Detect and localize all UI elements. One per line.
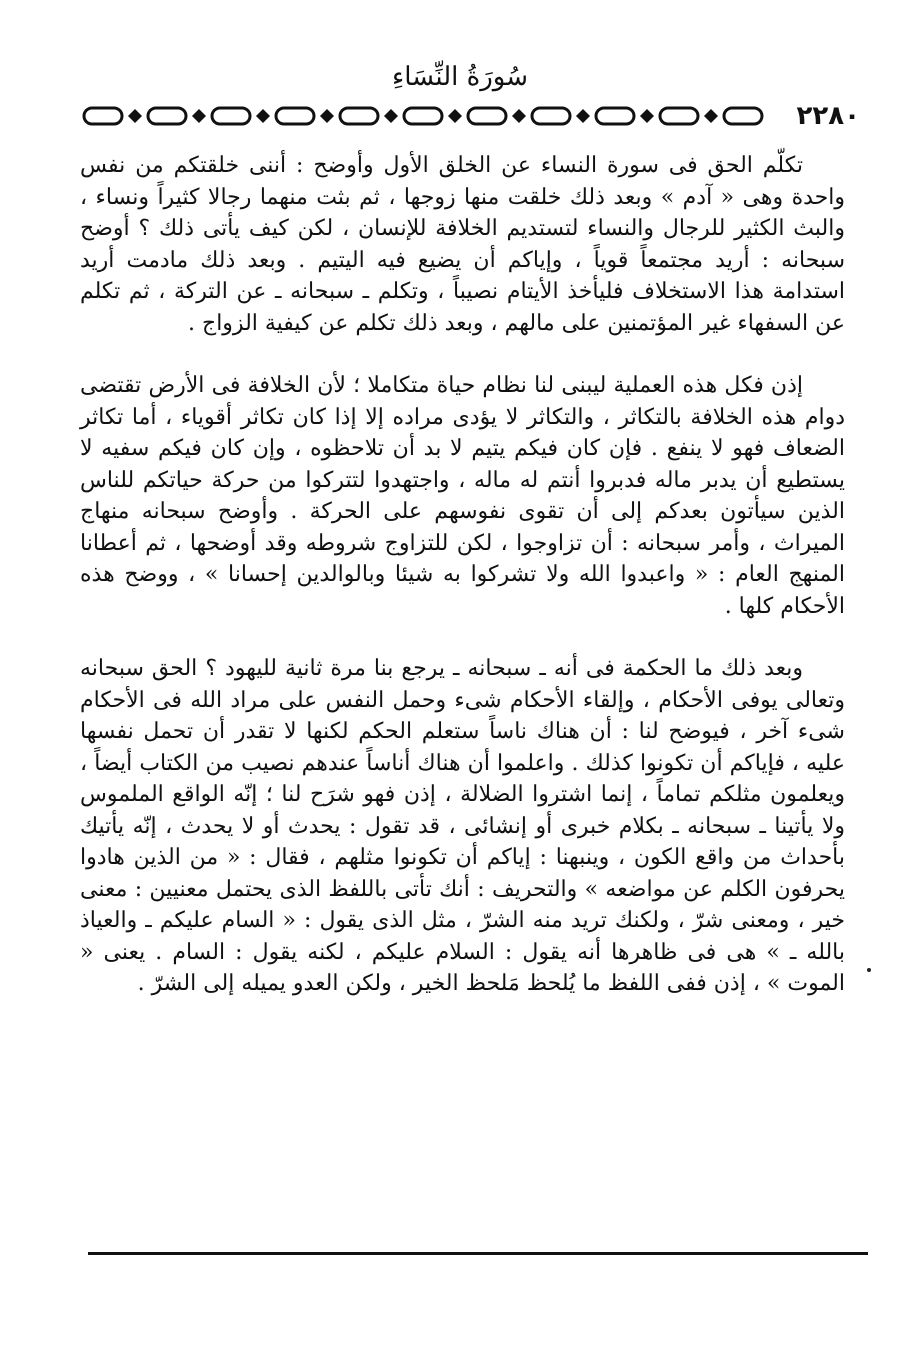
- ornament-link: [276, 108, 314, 124]
- ornament-diamond: [448, 109, 462, 123]
- ornament-diamond: [576, 109, 590, 123]
- margin-dot: [867, 968, 871, 972]
- ornament-diamond: [192, 109, 206, 123]
- ornament-diamond: [704, 109, 718, 123]
- ornament-link: [532, 108, 570, 124]
- ornament-diamond: [128, 109, 142, 123]
- page-header-band: [80, 100, 860, 132]
- ornament-diamond: [320, 109, 334, 123]
- page-number: ٢٢٨٠: [796, 101, 860, 131]
- body-text: [80, 150, 845, 1000]
- paragraph-3: وبعد ذلك ما الحكمة فى أنه ـ سبحانه ـ يرجع بنا مرة ثانية لليهود ؟ الحق سبحانه وتعالى يوفى الأحكام ، وإلقاء الأحكام شىء وحمل النفس على مراد الله فى الأحكام شىء آخر ، فيوضح لنا : أن هناك ناساً ستعلم الحكم لكنها لا تقدر أن تحمل نفسها عليه ، فإياكم أن تكونوا كذلك . واعلموا أن هناك أناساً عندهم نصيب من الكتاب أيضاً ، ويعلمون مثلكم تماماً ، إنما اشتروا الضلالة ، إذن فهو شرَح لنا ؛ إنّه الواقع الملموس ولا يأتينا ـ سبحانه ـ بكلام خبرى أو إنشائى ، قد تقول : يحدث أو لا يحدث ، إنّه يأتيك بأحداث من واقع الكون ، وينبهنا : إياكم أن تكونوا مثلهم ، فقال : « من الذين هادوا يحرفون الكلم عن مواضعه » والتحريف : أنك تأتى باللفظ الذى يحتمل معنيين : معنى خير ، ومعنى شرّ ، ولكنك تريد منه الشرّ ، مثل الذى يقول : « السام عليكم ـ والعياذ بالله ـ » هى فى ظاهرها أنه يقول : السلام عليكم ، لكنه يقول : السام . يعنى « الموت » ، إذن ففى اللفظ ما يُلحظ مَلحظ الخير ، ولكن العدو يميله إلى الشرّ .: [80, 656, 845, 996]
- ornament-link: [404, 108, 442, 124]
- ornament-link: [340, 108, 378, 124]
- ornament-link: [596, 108, 634, 124]
- chain-ornament: [80, 100, 770, 132]
- paragraph-1: تكلّم الحق فى سورة النساء عن الخلق الأول وأوضح : أننى خلقتكم من نفس واحدة وهى « آدم » وبعد ذلك خلقت منها زوجها ، ثم بثت منهما رجالا كثيراً ونساء ، والبث الكثير للرجال والنساء لتستديم الخلافة للإنسان ، لكن كيف يأتى ذلك ؟ أوضح سبحانه : أريد مجتمعاً قوياً ، وإياكم أن يضيع فيه اليتيم . وبعد ذلك مادمت أريد استدامة هذا الاستخلاف فليأخذ الأيتام نصيباً ، وتكلم ـ سبحانه ـ عن التركة ، ثم تكلم عن السفهاء غير المؤتمنين على مالهم ، وبعد ذلك تكلم عن كيفية الزواج .: [80, 153, 845, 336]
- ornament-diamond: [384, 109, 398, 123]
- ornament-diamond: [512, 109, 526, 123]
- ornament-diamond: [640, 109, 654, 123]
- ornament-link: [84, 108, 122, 124]
- ornament-link: [724, 108, 762, 124]
- paragraph-2: إذن فكل هذه العملية ليبنى لنا نظام حياة متكاملا ؛ لأن الخلافة فى الأرض تقتضى دوام هذه الخلافة بالتكاثر ، والتكاثر لا يؤدى مراده إلا إذا كان تكاثر أقوياء ، أما تكاثر الضعاف فهو لا ينفع . فإن كان فيكم يتيم لا بد أن تلاحظوه ، وإن كان فيكم سفيه لا يستطيع أن يدبر ماله فدبروا أنتم له ماله ، واجتهدوا لتتركوا من حركة حياتكم للناس الذين سيأتون بعدكم إلى أن تقوى نفوسهم على الحركة . وأوضح سبحانه منهاج الميراث ، وأمر سبحانه : أن تزاوجوا ، لكن للتزاوج شروطه وقد أوضحها ، ثم أعطانا المنهج العام : « واعبدوا الله ولا تشركوا به شيئا وبالوالدين إحسانا » ، ووضح هذه الأحكام كلها .: [80, 373, 845, 619]
- ornament-link: [148, 108, 186, 124]
- ornament-link: [468, 108, 506, 124]
- ornament-link: [660, 108, 698, 124]
- ornament-link: [212, 108, 250, 124]
- surah-title: سُورَةُ النِّسَاءِ: [392, 62, 528, 92]
- bottom-rule: [88, 1252, 868, 1255]
- ornament-diamond: [256, 109, 270, 123]
